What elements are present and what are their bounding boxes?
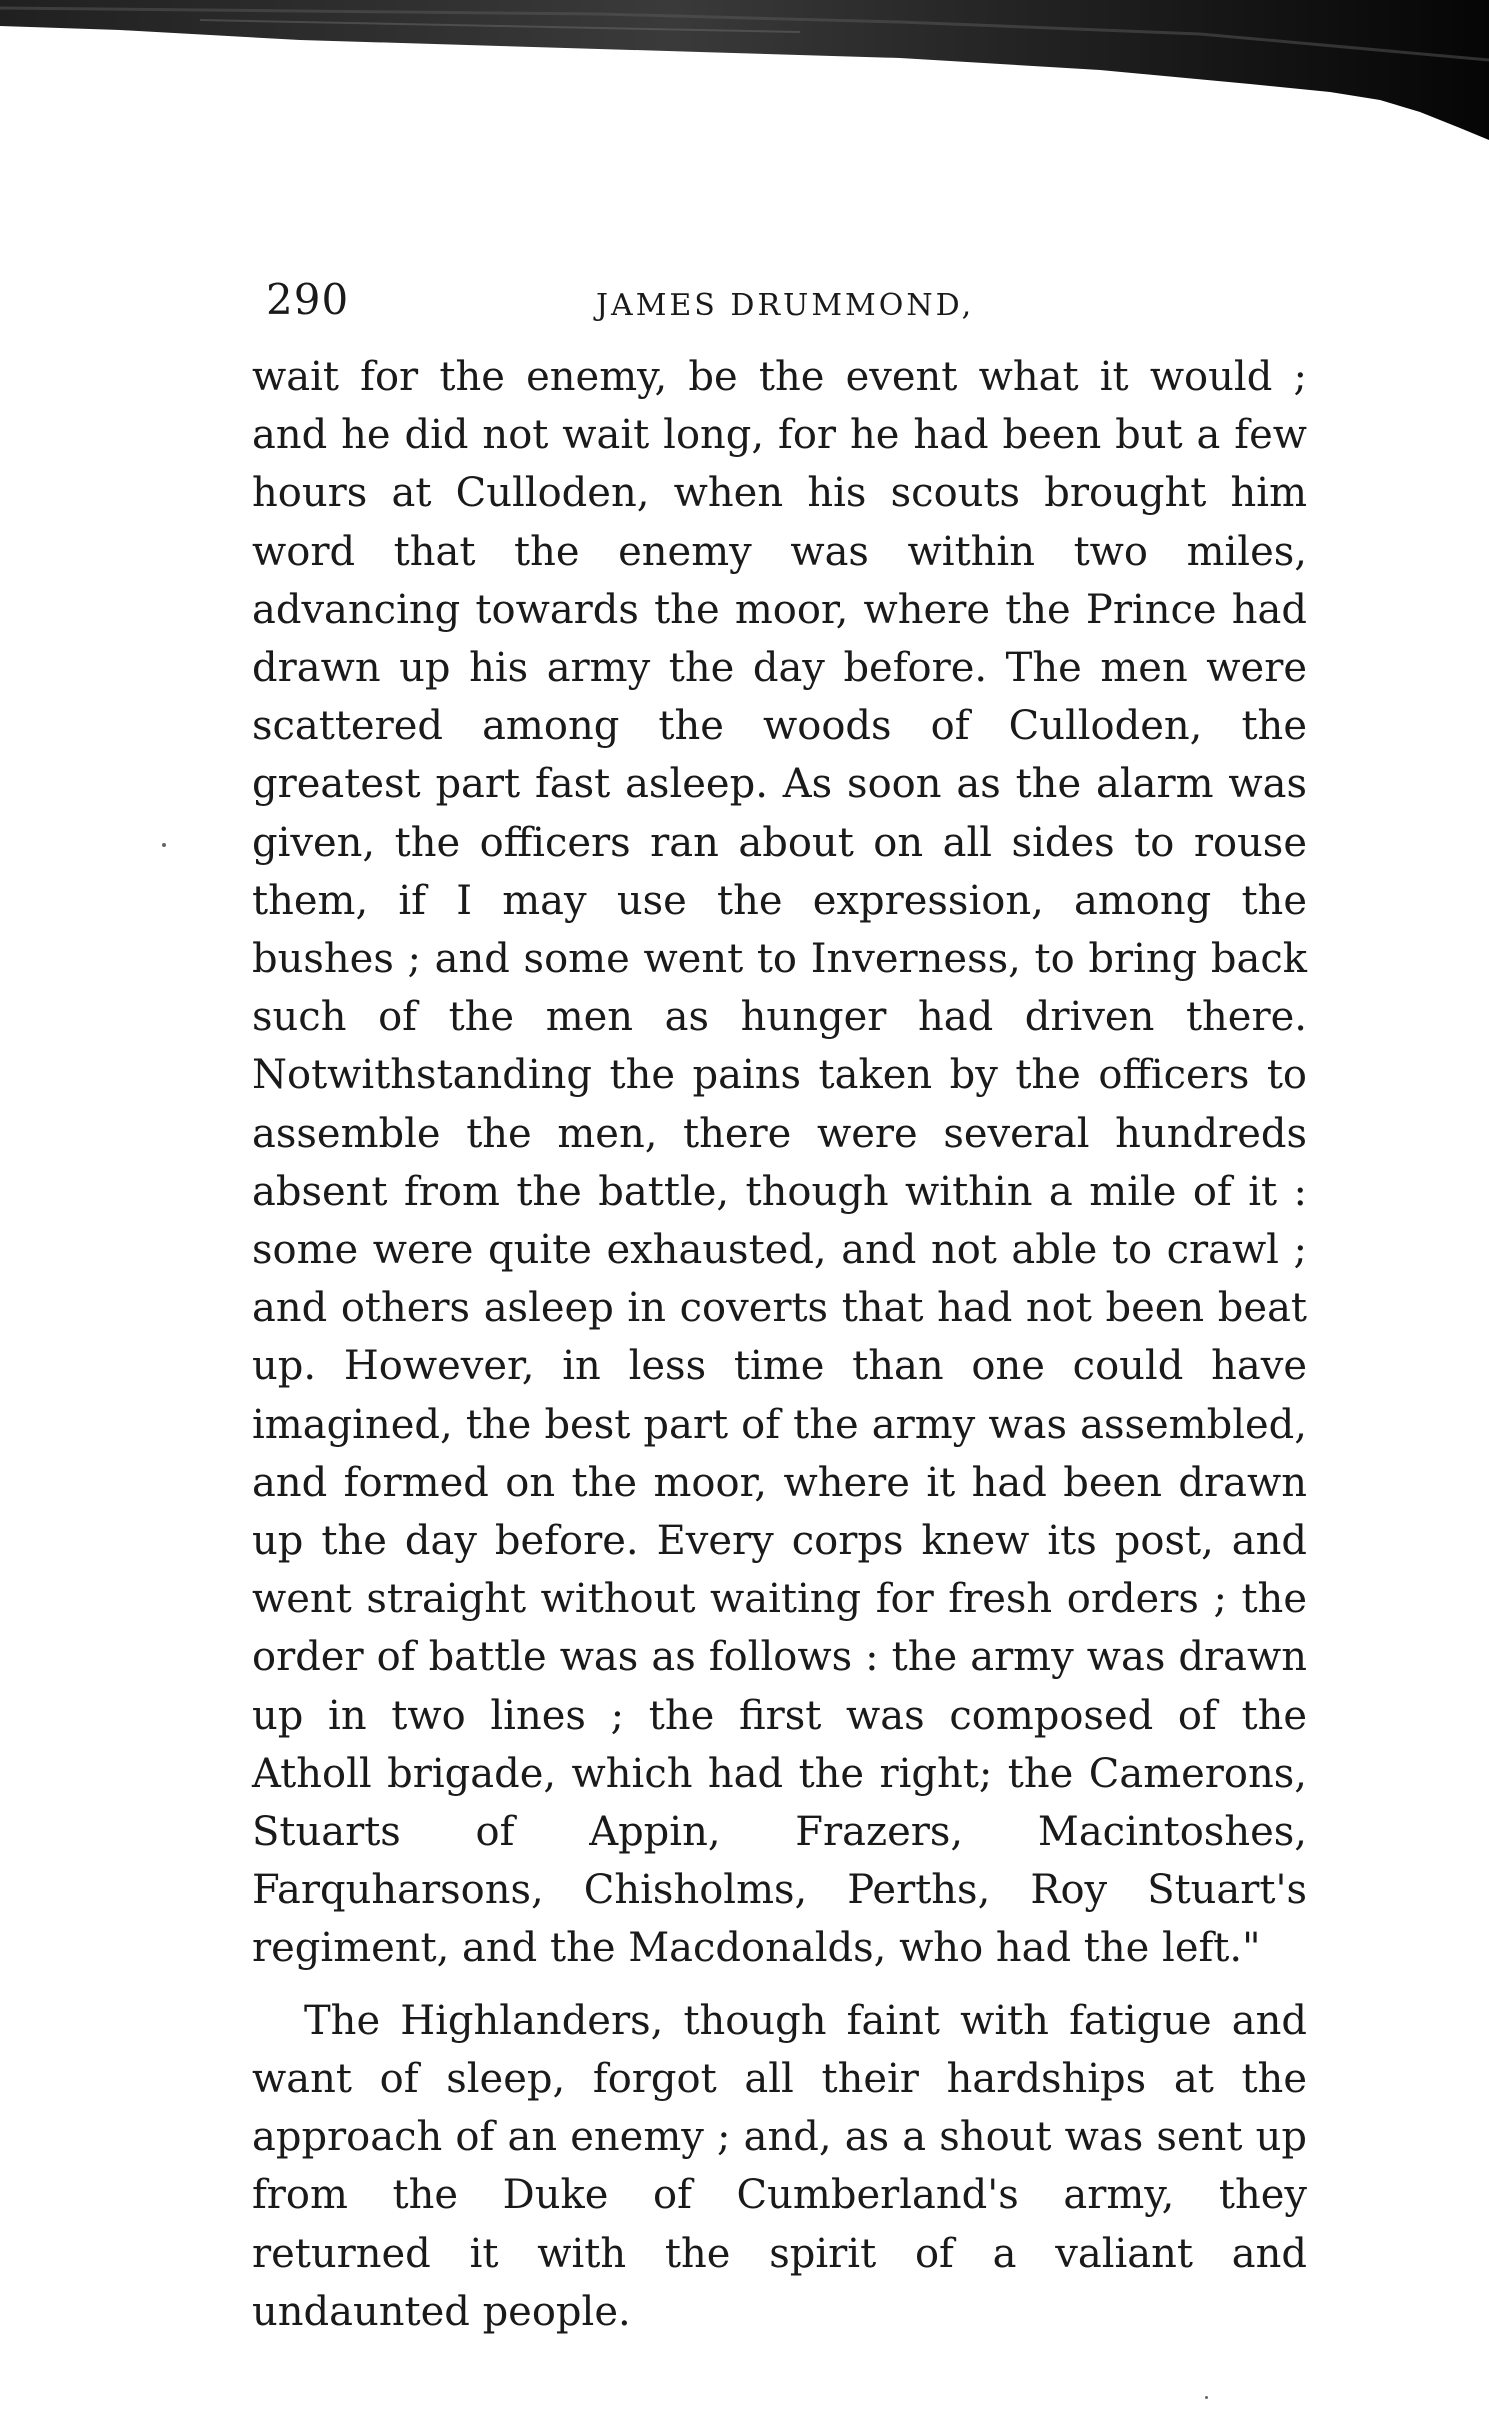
paragraph: wait for the enemy, be the event what it would ; and he did not wait long, for he had been but a few hours at Culloden, when his scouts brought him word that the enemy was within two miles, advancing towards the moor, where the Prince had drawn up his army the day before. The men were scattered among the woods of Culloden, the greatest part fast asleep. As soon as the alarm was given, the officers ran about on all sides to rouse them, if I may use the expression, among the bushes ; and some went to Inverness, to bring back such of the men as hunger had driven there. Notwithstanding the pains taken by the officers to assemble the men, there were several hundreds absent from the battle, though within a mile of it : some were quite exhausted, and not able to crawl ; and others asleep in coverts that had not been beat up. However, in less time than one could have imagined, the best part of the army was assembled, and formed on the moor, where it had been drawn up the day before. Every corps knew its post, and went straight without waiting for fresh orders ; the order of battle was as follows : the army was drawn up in two lines ; the first was composed of the Atholl brigade, which had the right; the Camerons, Stuarts of Appin, Frazers, Macintoshes, Farquharsons, Chisholms, Perths, Roy Stuart's regiment, and the Macdonalds, who had the left." xyxy=(252,354,1307,1972)
page-header xyxy=(266,270,1306,330)
running-title: JAMES DRUMMOND, xyxy=(596,288,975,323)
paragraph: The Highlanders, though faint with fatigue and want of sleep, forgot all their hardships at the approach of an enemy ; and, as a shout was sent up from the Duke of Cumberland's army, they returned it with the spirit of a valiant and undaunted people. xyxy=(252,1997,1307,2335)
ink-speck xyxy=(162,843,166,847)
scan-edge-shadow xyxy=(0,0,1489,150)
ink-speck xyxy=(1205,2396,1208,2399)
page-number: 290 xyxy=(266,275,350,324)
body-text xyxy=(252,348,1307,2341)
scan-edge-band xyxy=(0,0,1489,150)
